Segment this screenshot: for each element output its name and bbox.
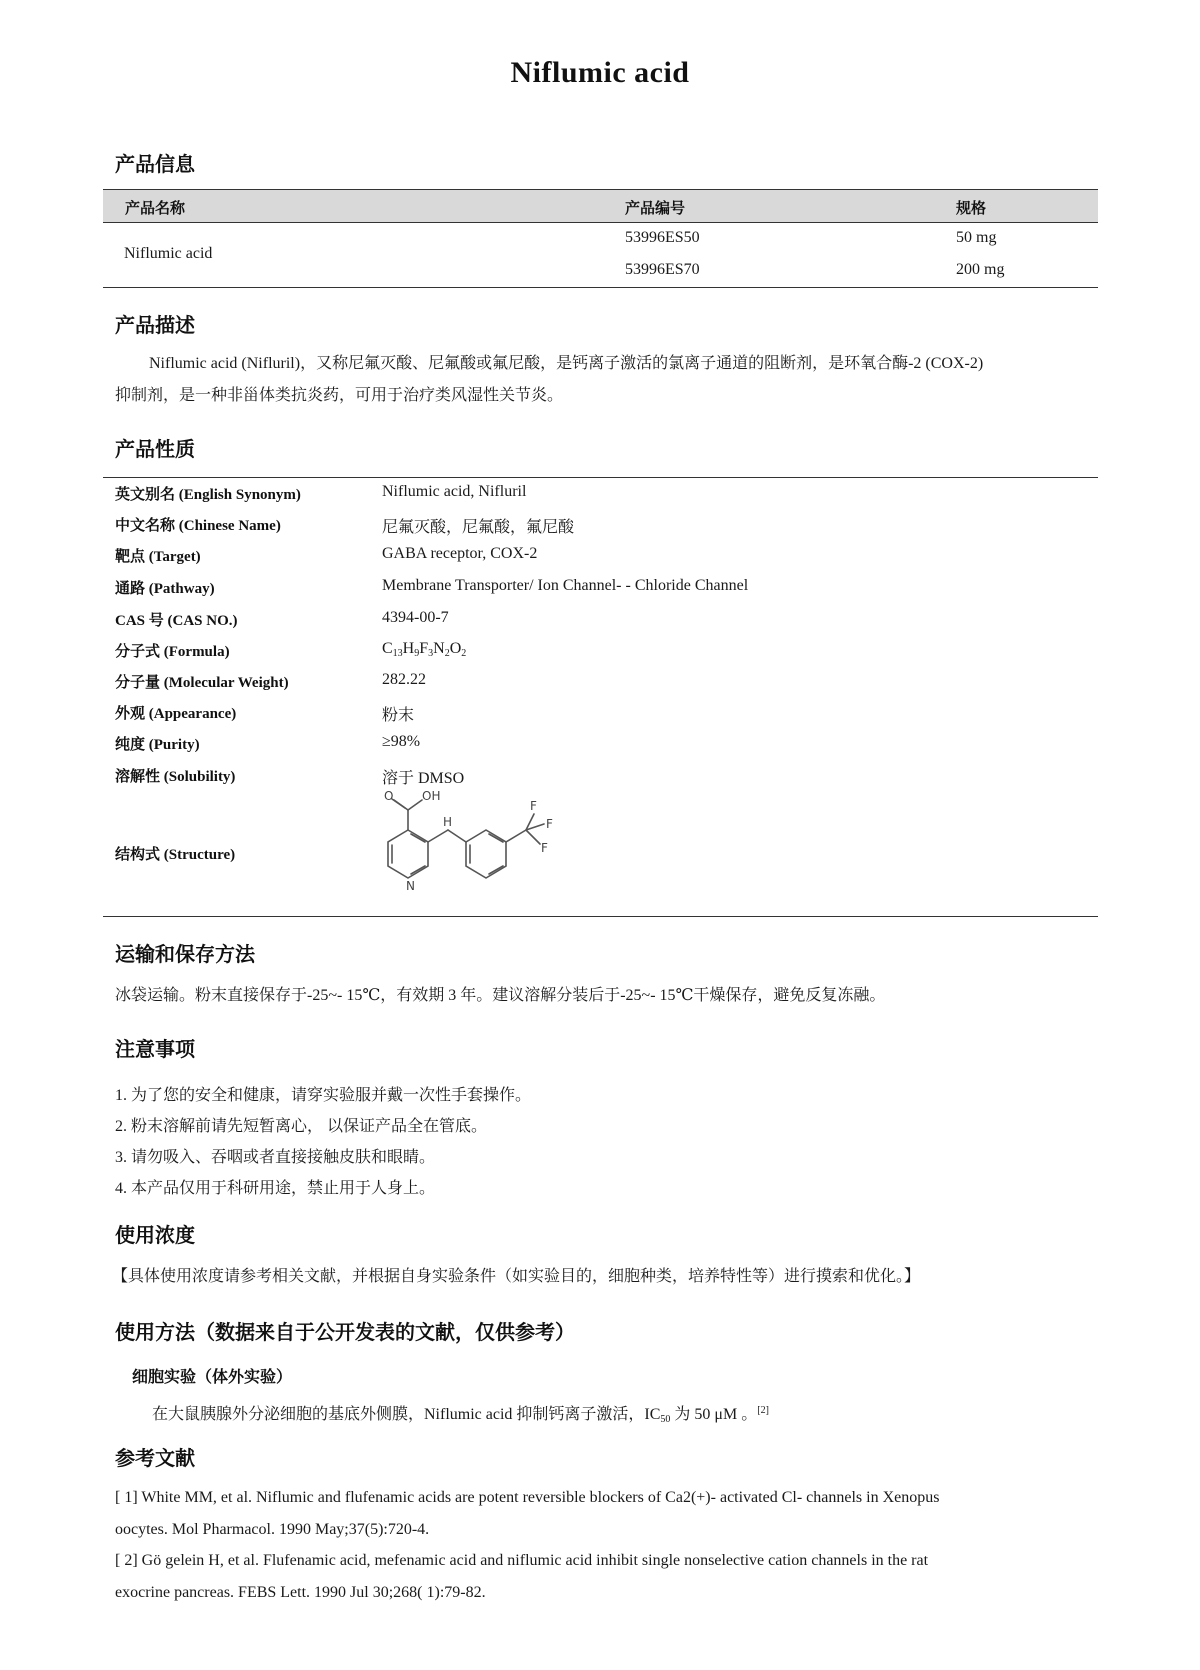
- product-table-bottom-rule: [103, 287, 1098, 288]
- property-value: 溶于 DMSO: [382, 770, 465, 787]
- product-name-cell: Niflumic acid: [124, 245, 213, 262]
- structure-atom-label: H: [443, 815, 453, 829]
- section-description-heading: 产品描述: [115, 313, 195, 337]
- notes-list-item: 4. 本产品仅用于科研用途，禁止用于人身上。: [115, 1180, 436, 1197]
- structure-atom-label: N: [406, 879, 415, 893]
- structure-atom-label: OH: [422, 790, 441, 803]
- section-concentration-heading: 使用浓度: [115, 1223, 195, 1247]
- notes-list-item: 3. 请勿吸入、吞咽或者直接接触皮肤和眼睛。: [115, 1149, 436, 1166]
- formula-part: O: [449, 640, 462, 657]
- formula-subscript: 3: [428, 648, 434, 659]
- description-line-1: Niflumic acid (Nifluril)，又称尼氟灭酸、尼氟酸或氟尼酸，是钙离子激活的氯离子通道的阻断剂，是环氧合酶-2 (COX-2): [149, 355, 984, 372]
- property-value: Membrane Transporter/ Ion Channel- - Chloride Channel: [382, 577, 749, 594]
- property-label: 纯度 (Purity): [115, 737, 200, 753]
- reference-item: [115, 1482, 1087, 1546]
- formula-subscript: 13: [392, 648, 403, 659]
- property-label: 分子式 (Formula): [115, 644, 230, 660]
- structure-atom-label: F: [546, 817, 553, 831]
- formula-subscript: 9: [414, 648, 420, 659]
- section-product-info-heading: 产品信息: [115, 152, 195, 176]
- structure-atom-label: F: [541, 841, 548, 855]
- formula-part: H: [402, 640, 415, 657]
- property-label: 结构式 (Structure): [115, 847, 236, 863]
- property-value: 4394-00-7: [382, 609, 449, 626]
- product-code-cell: 53996ES50: [625, 229, 700, 246]
- ic50-subscript: 50: [660, 1414, 671, 1425]
- reference-line: exocrine pancreas. FEBS Lett. 1990 Jul 30;268( 1):79-82.: [115, 1584, 486, 1601]
- method-subheading: 细胞实验（体外实验）: [132, 1367, 293, 1386]
- concentration-text: 【具体使用浓度请参考相关文献，并根据自身实验条件（如实验目的，细胞种类，培养特性等）进行摸索和优化。】: [112, 1268, 921, 1285]
- product-code-cell: 53996ES70: [625, 261, 700, 278]
- header-product-name: 产品名称: [125, 199, 186, 217]
- property-value: ≥98%: [382, 733, 421, 750]
- section-notes-heading: 注意事项: [115, 1037, 195, 1061]
- property-label: 外观 (Appearance): [115, 706, 237, 722]
- chemical-structure-image: [378, 790, 608, 905]
- section-method-heading: 使用方法（数据来自于公开发表的文献，仅供参考）: [115, 1320, 575, 1344]
- property-value: 282.22: [382, 671, 426, 688]
- formula-part: F: [419, 640, 429, 657]
- method-text-after: 为 50 μM 。: [670, 1406, 758, 1423]
- product-table-header: [103, 189, 1098, 223]
- properties-bottom-rule: [103, 916, 1098, 917]
- section-properties-heading: 产品性质: [115, 437, 195, 461]
- method-text: [152, 1395, 769, 1436]
- property-label: 靶点 (Target): [115, 549, 201, 565]
- property-label: 通路 (Pathway): [115, 581, 215, 597]
- page-title: Niflumic acid: [510, 56, 690, 89]
- reference-line: [ 1] White MM, et al. Niflumic and flufenamic acids are potent reversible blockers of Ca2(+)- activated Cl- channels in Xenopus: [115, 1489, 940, 1506]
- property-value: 尼氟灭酸，尼氟酸，氟尼酸: [382, 519, 575, 536]
- notes-list-item: 1. 为了您的安全和健康，请穿实验服并戴一次性手套操作。: [115, 1087, 532, 1104]
- product-spec-cell: 200 mg: [956, 261, 1005, 278]
- property-value: Niflumic acid, Nifluril: [382, 483, 527, 500]
- notes-list-item: 2. 粉末溶解前请先短暂离心， 以保证产品全在管底。: [115, 1118, 488, 1135]
- section-references-heading: 参考文献: [115, 1446, 195, 1470]
- reference-line: oocytes. Mol Pharmacol. 1990 May;37(5):720-4.: [115, 1521, 430, 1538]
- property-label: 中文名称 (Chinese Name): [115, 518, 281, 534]
- property-label: 分子量 (Molecular Weight): [115, 675, 289, 691]
- reference-line: [ 2] Gö gelein H, et al. Flufenamic acid, mefenamic acid and niflumic acid inhibit single nonselective cation channels in the rat: [115, 1552, 929, 1569]
- header-spec: 规格: [956, 199, 987, 217]
- properties-top-rule: [103, 477, 1098, 478]
- property-label: 溶解性 (Solubility): [115, 769, 236, 785]
- property-label: 英文别名 (English Synonym): [115, 487, 301, 503]
- formula-value: [382, 640, 466, 659]
- method-text-before: 在大鼠胰腺外分泌细胞的基底外侧膜，Niflumic acid 抑制钙离子激活，IC: [152, 1406, 661, 1423]
- reference-mark[interactable]: [2]: [757, 1405, 769, 1416]
- formula-subscript: 2: [461, 648, 467, 659]
- section-storage-heading: 运输和保存方法: [115, 942, 255, 966]
- structure-atom-label: O: [384, 790, 394, 803]
- product-spec-cell: 50 mg: [956, 229, 997, 246]
- structure-atom-label: F: [530, 799, 537, 813]
- description-line-2: 抑制剂，是一种非甾体类抗炎药，可用于治疗类风湿性关节炎。: [115, 387, 564, 404]
- property-value: GABA receptor, COX-2: [382, 545, 538, 562]
- header-product-code: 产品编号: [625, 199, 686, 217]
- property-label: CAS 号 (CAS NO.): [115, 613, 238, 629]
- formula-part: N: [433, 640, 445, 657]
- property-value: 粉末: [382, 707, 415, 724]
- reference-item: [115, 1545, 1087, 1609]
- storage-text: 冰袋运输。粉末直接保存于-25~- 15℃，有效期 3 年。建议溶解分装后于-25~- 15℃干燥保存，避免反复冻融。: [115, 987, 886, 1004]
- formula-subscript: 2: [444, 648, 450, 659]
- formula-part: C: [382, 640, 393, 657]
